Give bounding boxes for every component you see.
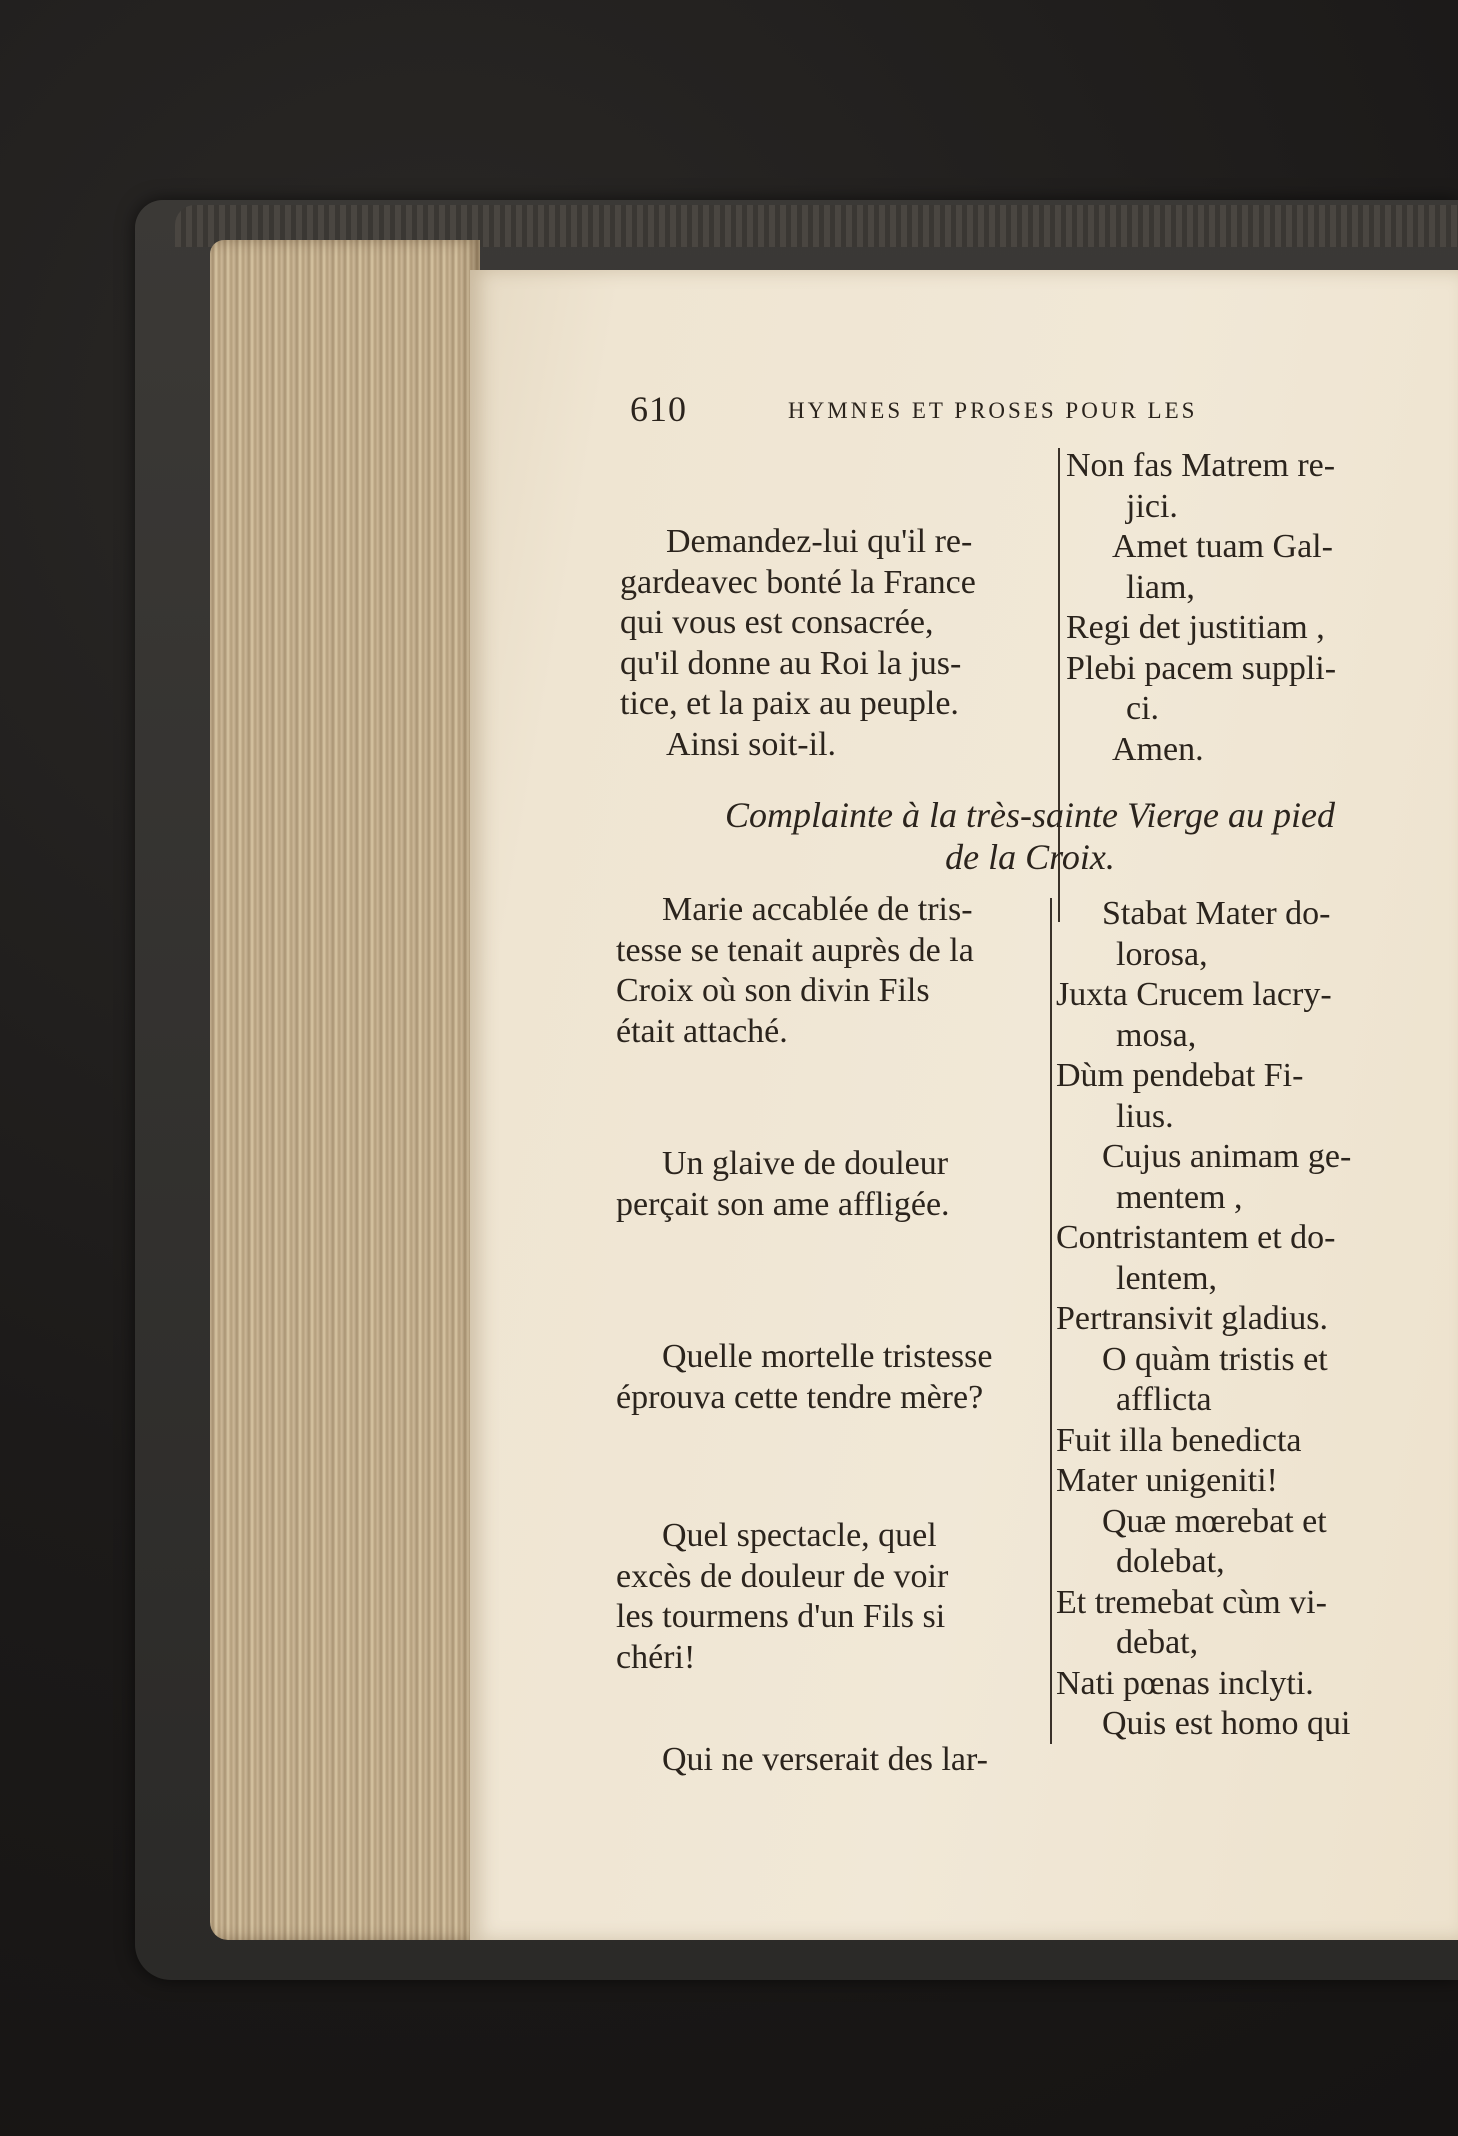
text-line: afflicta [1116, 1381, 1212, 1418]
text-line: lius. [1116, 1097, 1174, 1135]
text-line: Quel spectacle, quel [662, 1517, 937, 1554]
text-line: lorosa, [1116, 935, 1208, 973]
text-line: Dùm pendebat Fi- [1056, 1057, 1304, 1094]
page-number: 610 [630, 389, 687, 429]
text-line: mentem , [1116, 1178, 1243, 1216]
text-line: Contristantem et do- [1056, 1219, 1336, 1256]
section-title [620, 794, 1440, 878]
text-line: Ainsi soit-il. [666, 725, 837, 763]
french-column-bottom [616, 890, 1046, 1781]
text-line: Amet tuam Gal- [1112, 528, 1333, 565]
text-line: Pertransivit gladius. [1056, 1300, 1328, 1337]
text-line: Marie accablée de tris- [662, 891, 973, 928]
text-line: O quàm tristis et [1102, 1340, 1328, 1378]
text-line: Nati pœnas inclyti. [1056, 1664, 1314, 1702]
text-line: Quelle mortelle tristesse [662, 1338, 993, 1375]
latin-column-bottom [1056, 894, 1440, 1745]
text-line: jici. [1126, 487, 1178, 525]
text-line: tesse se tenait auprès de la [616, 931, 974, 969]
text-line: Amen. [1112, 730, 1204, 768]
latin-column-top [1066, 446, 1434, 770]
text-line: lentem, [1116, 1259, 1218, 1297]
text-line: Demandez-lui qu'il re- [666, 523, 973, 560]
text-line: Mater unigeniti! [1056, 1462, 1278, 1499]
text-line: les tourmens d'un Fils si [616, 1598, 946, 1635]
text-line: Un glaive de douleur [662, 1145, 949, 1182]
text-line: dolebat, [1116, 1543, 1225, 1580]
title-line: de la Croix. [945, 837, 1115, 877]
text-line: qui vous est consacrée, [620, 604, 934, 641]
text-line: Quæ mœrebat et [1102, 1502, 1327, 1540]
text-line: Quis est homo qui [1102, 1705, 1351, 1742]
page-edges [210, 240, 480, 1940]
column-rule-bottom [1050, 898, 1052, 1744]
french-column-top [620, 522, 1052, 765]
text-line: mosa, [1116, 1016, 1197, 1054]
text-line: debat, [1116, 1624, 1199, 1661]
text-line: était attaché. [616, 1012, 788, 1050]
text-line: chéri! [616, 1638, 696, 1676]
text-line: Qui ne verserait des lar- [662, 1741, 988, 1778]
text-line: liam, [1126, 568, 1195, 606]
text-line: Cujus animam ge- [1102, 1138, 1352, 1175]
text-line: Fuit illa benedicta [1056, 1421, 1302, 1459]
text-line: gardeavec bonté la France [620, 563, 976, 601]
text-line: éprouva cette tendre mère? [616, 1378, 984, 1416]
text-line: Non fas Matrem re- [1066, 447, 1336, 484]
text-line: ci. [1126, 690, 1160, 727]
text-line: perçait son ame affligée. [616, 1185, 950, 1223]
title-line: Complainte à la très-sainte Vierge au pied [725, 795, 1335, 835]
text-line: Stabat Mater do- [1102, 895, 1331, 932]
text-line: Plebi pacem suppli- [1066, 649, 1337, 687]
running-title: HYMNES ET PROSES POUR LES [788, 398, 1198, 423]
text-line: qu'il donne au Roi la jus- [620, 644, 962, 682]
text-line: Croix où son divin Fils [616, 972, 930, 1009]
book-page [470, 270, 1458, 1940]
text-line: Regi det justitiam , [1066, 609, 1325, 646]
text-line: Juxta Crucem lacry- [1056, 976, 1332, 1013]
text-line: tice, et la paix au peuple. [620, 685, 959, 722]
text-line: Et tremebat cùm vi- [1056, 1583, 1327, 1621]
text-line: excès de douleur de voir [616, 1557, 949, 1595]
